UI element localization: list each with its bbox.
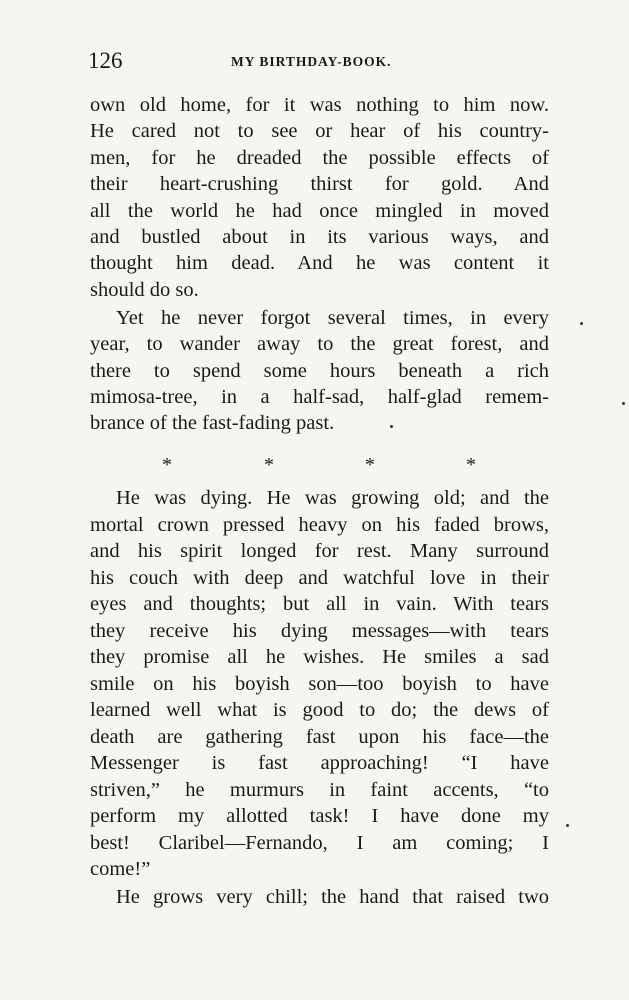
text-line: there to spend some hours beneath a rich (90, 360, 549, 382)
section-break-star: * (162, 454, 172, 476)
print-speck (566, 824, 569, 827)
running-head: MY BIRTHDAY-BOOK. (231, 54, 392, 69)
text-line: his couch with deep and watchful love in their (90, 567, 549, 589)
paragraph-first-line: He grows very chill; the hand that raised two (116, 886, 549, 908)
text-line: men, for he dreaded the possible effects of (90, 147, 549, 169)
text-line: they receive his dying messages—with tears (90, 620, 549, 642)
text-line: thought him dead. And he was content it (90, 252, 549, 274)
text-line: death are gathering fast upon his face—the (90, 726, 549, 748)
print-speck (580, 322, 583, 325)
text-line: perform my allotted task! I have done my (90, 805, 549, 827)
text-line: learned well what is good to do; the dews of (90, 699, 549, 721)
page-header (88, 47, 548, 75)
page-number: 126 (88, 48, 123, 73)
text-line: and bustled about in its various ways, and (90, 226, 549, 248)
paragraph-last-line: come!” (90, 858, 151, 880)
text-line: mimosa-tree, in a half-sad, half-glad remem- (90, 386, 549, 408)
text-line: all the world he had once mingled in moved (90, 200, 549, 222)
text-line: and his spirit longed for rest. Many surround (90, 540, 549, 562)
text-line: their heart-crushing thirst for gold. And (90, 173, 549, 195)
text-line: eyes and thoughts; but all in vain. With tears (90, 593, 549, 615)
section-break (162, 453, 492, 477)
text-line: mortal crown pressed heavy on his faded brows, (90, 514, 549, 536)
text-line: year, to wander away to the great forest, and (90, 333, 549, 355)
text-line: Messenger is fast approaching! “I have (90, 752, 549, 774)
text-line: striven,” he murmurs in faint accents, “to (90, 779, 549, 801)
paragraph-last-line: should do so. (90, 279, 199, 301)
print-speck (390, 425, 393, 428)
text-line: they promise all he wishes. He smiles a sad (90, 646, 549, 668)
text-line: smile on his boyish son—too boyish to have (90, 673, 549, 695)
print-speck (622, 402, 625, 405)
section-break-star: * (466, 454, 476, 476)
paragraph-first-line: Yet he never forgot several times, in every (116, 307, 549, 329)
paragraph-last-line: brance of the fast-fading past. (90, 412, 335, 434)
text-line: best! Claribel—Fernando, I am coming; I (90, 832, 549, 854)
section-break-star: * (264, 454, 274, 476)
section-break-star: * (365, 454, 375, 476)
paragraph-first-line: He was dying. He was growing old; and the (116, 487, 549, 509)
text-line: own old home, for it was nothing to him now. (90, 94, 549, 116)
text-line: He cared not to see or hear of his country- (90, 120, 549, 142)
